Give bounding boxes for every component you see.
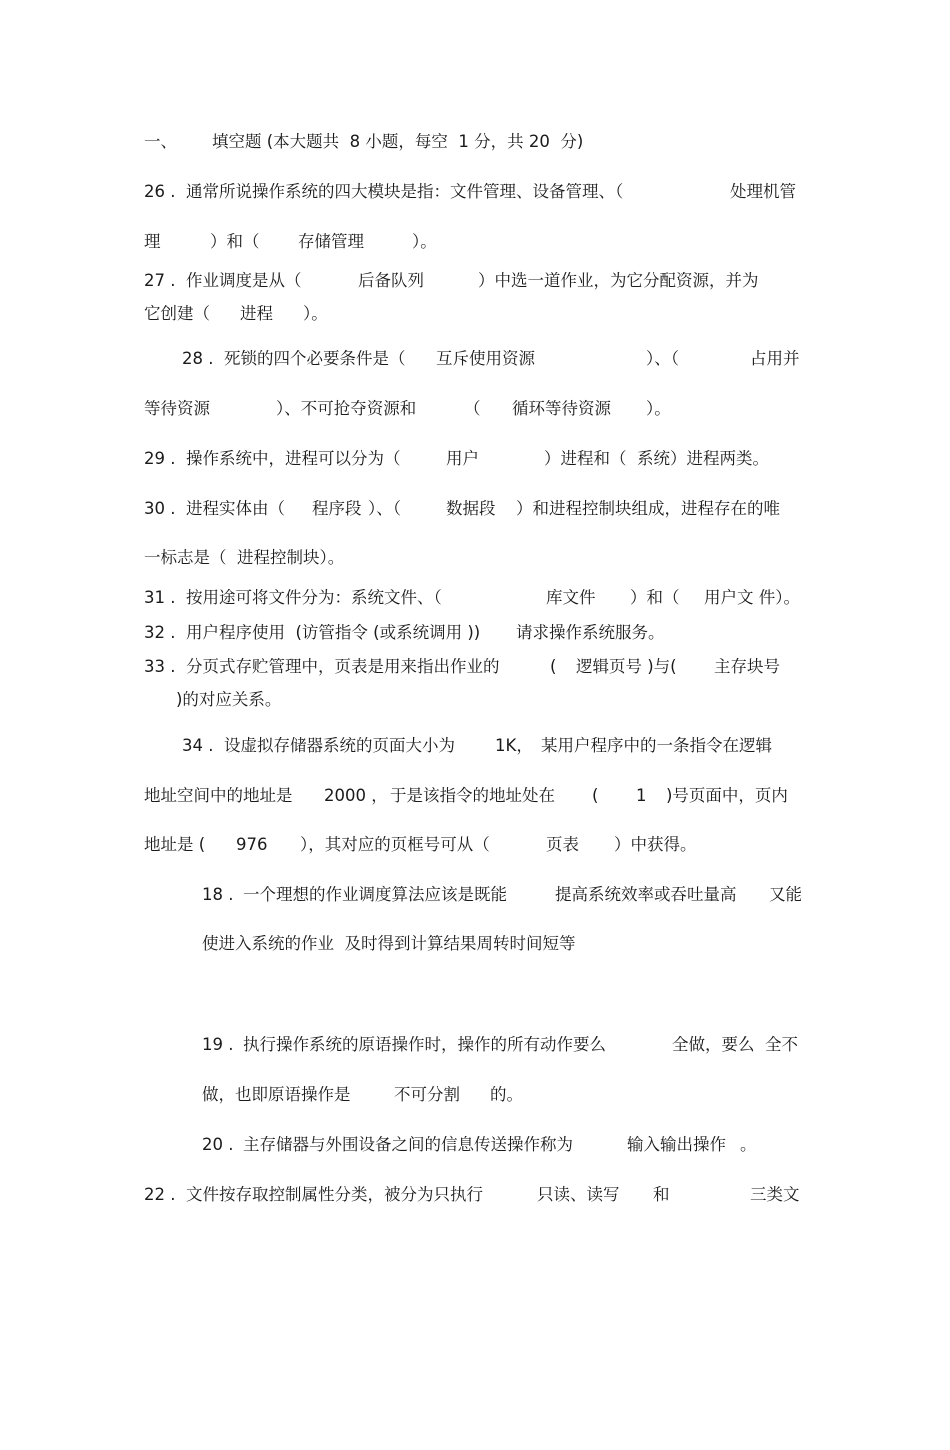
question-text: 地址是 ( xyxy=(144,835,206,854)
answer-text: 占用并 xyxy=(750,349,800,368)
question-text: ）进程和（ 系统）进程两类。 xyxy=(544,449,769,468)
question-18-line-1 xyxy=(0,880,950,910)
question-text: 使进入系统的作业 及时得到计算结果周转时间短等 xyxy=(202,934,576,953)
question-26-line-2 xyxy=(0,227,950,257)
question-31-line-1 xyxy=(0,583,950,613)
answer-text: 主存块号 xyxy=(714,657,780,676)
question-text: ）和（ xyxy=(630,588,680,607)
question-text: 主存储器与外围设备之间的信息传送操作称为 xyxy=(243,1135,573,1154)
question-20-line-1 xyxy=(0,1130,950,1160)
question-text: 分页式存贮管理中，页表是用来指出作业的 xyxy=(186,657,500,676)
question-text: 做，也即原语操作是 xyxy=(202,1085,351,1104)
question-text: 用户程序使用 (访管指令 (或系统调用 )) xyxy=(186,623,481,642)
question-text: ）中获得。 xyxy=(614,835,697,854)
question-number: 29 . xyxy=(144,449,176,468)
question-19-line-2 xyxy=(0,1080,950,1110)
question-text: 一标志是（ 进程控制块）。 xyxy=(144,548,345,567)
question-text: )号页面中，页内 xyxy=(666,786,788,805)
question-text: ）、（ xyxy=(368,499,401,518)
answer-text: 处理机管 xyxy=(730,182,796,201)
question-text: 请求操作系统服务。 xyxy=(516,623,665,642)
question-34-line-2 xyxy=(0,781,950,811)
question-text: 1K， xyxy=(495,736,533,755)
question-text: 地址空间中的地址是 xyxy=(144,786,293,805)
section-number: 一、 xyxy=(144,132,177,151)
question-number: 22 . xyxy=(144,1185,176,1204)
question-text: 于是该指令的地址处在 xyxy=(390,786,555,805)
question-number: 20 . xyxy=(202,1135,234,1154)
answer-text: 数据段 xyxy=(446,499,496,518)
question-34-line-1 xyxy=(0,731,950,761)
question-18-line-2 xyxy=(0,929,950,959)
answer-text: 1 xyxy=(636,786,647,805)
answer-text: 程序段 xyxy=(312,499,362,518)
question-33-line-2 xyxy=(0,685,950,715)
question-text: ）。 xyxy=(646,399,671,418)
question-27-line-2 xyxy=(0,299,950,329)
question-text: 三类文 xyxy=(750,1185,800,1204)
question-28-line-2 xyxy=(0,394,950,424)
question-text: 。 xyxy=(740,1135,757,1154)
question-text: 设虚拟存储器系统的页面大小为 xyxy=(224,736,455,755)
answer-text: 进程 xyxy=(240,304,273,323)
answer-text: 存储管理 xyxy=(298,232,364,251)
question-19-line-1 xyxy=(0,1030,950,1060)
question-22-line-1 xyxy=(0,1180,950,1210)
question-text: 又能 xyxy=(769,885,802,904)
question-number: 28 . xyxy=(182,349,214,368)
question-text: ）。 xyxy=(303,304,328,323)
question-number: 30 . xyxy=(144,499,176,518)
question-text: 作业调度是从（ xyxy=(186,271,302,290)
question-number: 33 . xyxy=(144,657,176,676)
question-text: ( xyxy=(592,786,599,805)
question-text: 通常所说操作系统的四大模块是指：文件管理、设备管理、（ xyxy=(186,182,624,201)
answer-text: 976 xyxy=(236,835,268,854)
question-number: 34 . xyxy=(182,736,214,755)
section-title: 填空题 (本大题共 8 小题，每空 1 分，共 20 分) xyxy=(212,132,584,151)
question-text: ）。 xyxy=(412,232,437,251)
question-number: 26 . xyxy=(144,182,176,201)
question-text: 一个理想的作业调度算法应该是既能 xyxy=(243,885,507,904)
question-number: 19 . xyxy=(202,1035,234,1054)
question-text: 死锁的四个必要条件是（ xyxy=(224,349,406,368)
answer-text: 只读、读写 xyxy=(537,1185,620,1204)
question-text: 它创建（ xyxy=(144,304,210,323)
question-text: ）和进程控制块组成，进程存在的唯 xyxy=(516,499,780,518)
answer-text: 循环等待资源 xyxy=(512,399,611,418)
question-30-line-1 xyxy=(0,494,950,524)
answer-text: 页表 xyxy=(546,835,579,854)
question-text: 执行操作系统的原语操作时，操作的所有动作要么 xyxy=(243,1035,606,1054)
question-33-line-1 xyxy=(0,652,950,682)
question-number: 18 . xyxy=(202,885,234,904)
question-text: ( xyxy=(550,657,557,676)
question-text: ）、不可抢夺资源和 xyxy=(276,399,417,418)
question-text: 2000 ， xyxy=(324,786,388,805)
question-29-line-1 xyxy=(0,444,950,474)
answer-text: 理 xyxy=(144,232,161,251)
answer-text: 互斥使用资源 xyxy=(436,349,535,368)
question-text: ），其对应的页框号可从（ xyxy=(300,835,490,854)
question-text: 某用户程序中的一条指令在逻辑 xyxy=(541,736,772,755)
question-text: （ xyxy=(464,399,481,418)
question-text: ）、（ xyxy=(646,349,679,368)
answer-text: 不可分割 xyxy=(394,1085,460,1104)
answer-text: 输入输出操作 xyxy=(627,1135,726,1154)
answer-text: 逻辑页号 )与( xyxy=(576,657,677,676)
question-number: 31 . xyxy=(144,588,176,607)
question-32-line-1 xyxy=(0,618,950,648)
question-27-line-1 xyxy=(0,266,950,296)
question-text: 操作系统中，进程可以分为（ xyxy=(186,449,401,468)
question-number: 32 . xyxy=(144,623,176,642)
question-text: ）和（ xyxy=(210,232,260,251)
answer-text: 后备队列 xyxy=(358,271,424,290)
question-34-line-3 xyxy=(0,830,950,860)
answer-text: 提高系统效率或吞吐量高 xyxy=(555,885,737,904)
answer-text: 用户 xyxy=(446,449,479,468)
question-text: 和 xyxy=(653,1185,670,1204)
question-text: )的对应关系。 xyxy=(176,690,282,709)
question-number: 27 . xyxy=(144,271,176,290)
answer-text: 用户文 件）。 xyxy=(704,588,800,607)
question-26-line-1 xyxy=(0,177,950,207)
question-text: 按用途可将文件分为：系统文件、（ xyxy=(186,588,442,607)
question-text: ）中选一道作业，为它分配资源，并为 xyxy=(478,271,759,290)
question-text: 文件按存取控制属性分类，被分为只执行 xyxy=(186,1185,483,1204)
section-header xyxy=(0,127,950,157)
answer-text: 全做，要么 全不 xyxy=(672,1035,798,1054)
answer-text: 等待资源 xyxy=(144,399,210,418)
answer-text: 库文件 xyxy=(546,588,596,607)
question-text: 的。 xyxy=(490,1085,523,1104)
question-30-line-2 xyxy=(0,543,950,573)
question-28-line-1 xyxy=(0,344,950,374)
question-text: 进程实体由（ xyxy=(186,499,285,518)
